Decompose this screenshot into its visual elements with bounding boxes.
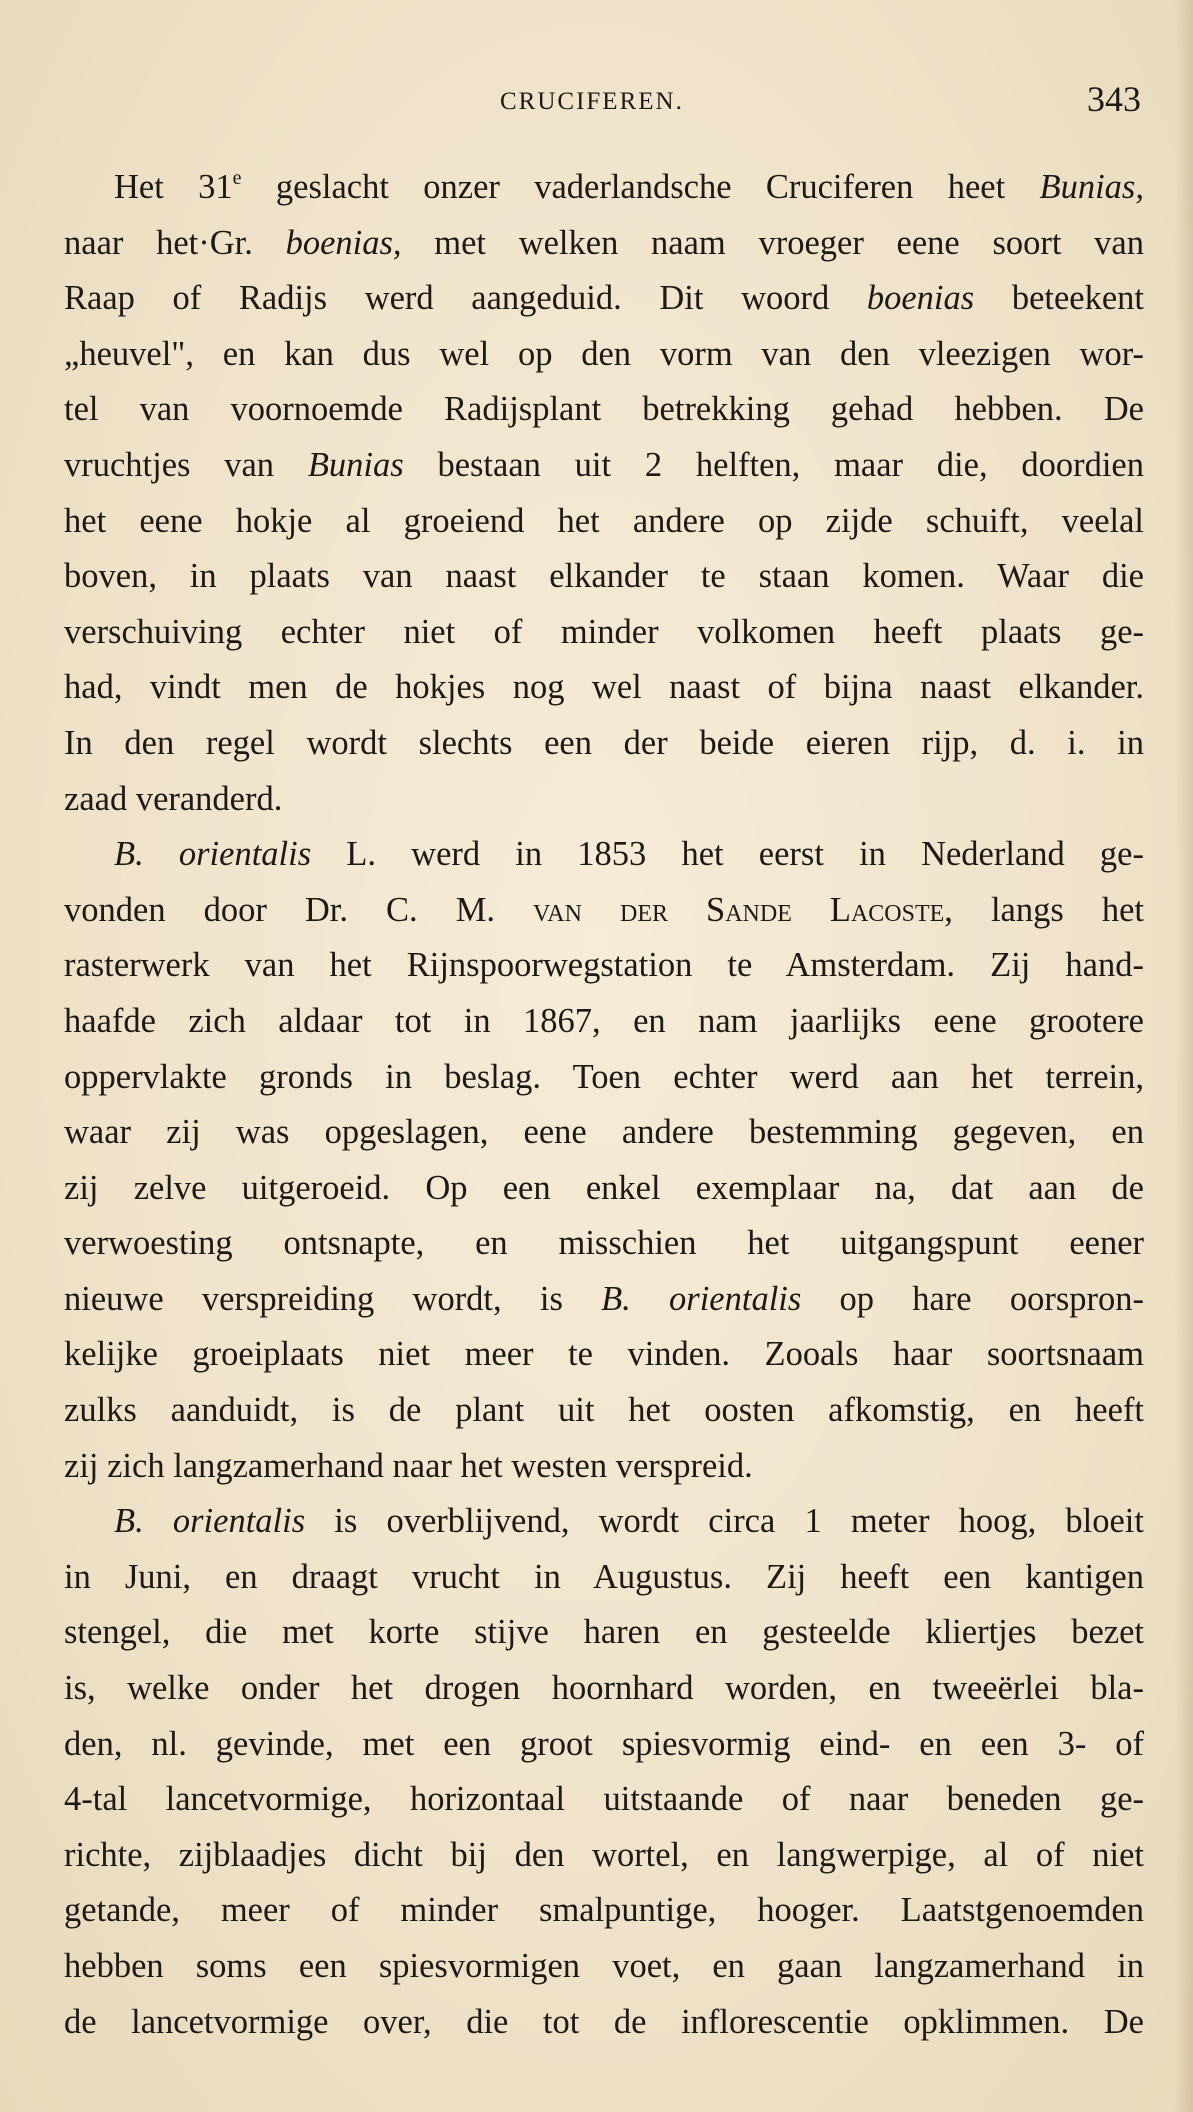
- text-line: boven, in plaats van naast elkander te staan komen. Waar die: [64, 557, 1144, 596]
- page-edge-shadow: [1175, 0, 1193, 2112]
- text-line: vruchtjes van Bunias bestaan uit 2 helften, maar die, doordien: [64, 445, 1144, 484]
- text-line: de lancetvormige over, die tot de inflorescentie opklimmen. De: [64, 2002, 1144, 2041]
- page-header: [0, 78, 1193, 138]
- text-line: is, welke onder het drogen hoornhard worden, en tweeërlei bla-: [64, 1669, 1144, 1708]
- text-line: tel van voornoemde Radijsplant betrekking gehad hebben. De: [64, 390, 1144, 429]
- text-line: Het 31e geslacht onzer vaderlandsche Cruciferen heet Bunias,: [114, 167, 1144, 206]
- superscript: e: [232, 167, 242, 189]
- text-line: naar het·Gr. boenias, met welken naam vroeger eene soort van: [64, 223, 1144, 262]
- text-line: het eene hokje al groeiend het andere op zijde schuift, veelal: [64, 501, 1144, 540]
- text-line: had, vindt men de hokjes nog wel naast of bijna naast elkander.: [64, 668, 1144, 707]
- text-line: B. orientalis is overblijvend, wordt circa 1 meter hoog, bloeit: [114, 1502, 1144, 1541]
- text-line: rasterwerk van het Rijnspoorwegstation te Amsterdam. Zij hand-: [64, 946, 1144, 985]
- text-line: kelijke groeiplaats niet meer te vinden. Zooals haar soortsnaam: [64, 1335, 1144, 1374]
- text-line: 4-tal lancetvormige, horizontaal uitstaande of naar beneden ge-: [64, 1780, 1144, 1819]
- text-line: zulks aanduidt, is de plant uit het oosten afkomstig, en heeft: [64, 1391, 1144, 1430]
- text-line: in Juni, en draagt vrucht in Augustus. Zij heeft een kantigen: [64, 1557, 1144, 1596]
- text-line: oppervlakte gronds in beslag. Toen echter werd aan het terrein,: [64, 1057, 1144, 1096]
- body-text: [64, 160, 1144, 2050]
- text-line: richte, zijblaadjes dicht bij den wortel, en langwerpige, al of niet: [64, 1835, 1144, 1874]
- text-line: vonden door Dr. C. M. van der Sande Lacoste, langs het: [64, 890, 1144, 929]
- text-line: haafde zich aldaar tot in 1867, en nam jaarlijks eene grootere: [64, 1001, 1144, 1040]
- text-line: hebben soms een spiesvormigen voet, en gaan langzamerhand in: [64, 1947, 1144, 1985]
- text-line: waar zij was opgeslagen, eene andere bestemming gegeven, en: [64, 1113, 1144, 1152]
- text-line: getande, meer of minder smalpuntige, hooger. Laatstgenoemden: [64, 1891, 1144, 1930]
- text-line: Raap of Radijs werd aangeduid. Dit woord boenias beteekent: [64, 279, 1144, 318]
- text-line: zij zelve uitgeroeid. Op een enkel exemplaar na, dat aan de: [64, 1168, 1144, 1207]
- text-line: In den regel wordt slechts een der beide eieren rijp, d. i. in: [64, 723, 1144, 762]
- page-number: 343: [1087, 79, 1141, 119]
- text-line: verwoesting ontsnapte, en misschien het uitgangspunt eener: [64, 1224, 1144, 1263]
- text-line: zaad veranderd.: [64, 779, 283, 818]
- running-head: CRUCIFEREN.: [500, 88, 684, 115]
- text-line: den, nl. gevinde, met een groot spiesvormig eind- en een 3- of: [64, 1724, 1144, 1763]
- text-line: B. orientalis L. werd in 1853 het eerst in Nederland ge-: [114, 835, 1144, 874]
- text-line: nieuwe verspreiding wordt, is B. orientalis op hare oorspron-: [64, 1279, 1144, 1318]
- text-line: verschuiving echter niet of minder volkomen heeft plaats ge-: [64, 612, 1144, 651]
- text-line: zij zich langzamerhand naar het westen verspreid.: [64, 1446, 753, 1485]
- text-line: stengel, die met korte stijve haren en gesteelde kliertjes bezet: [64, 1613, 1144, 1652]
- text-line: „heuvel", en kan dus wel op den vorm van den vleezigen wor-: [64, 334, 1144, 373]
